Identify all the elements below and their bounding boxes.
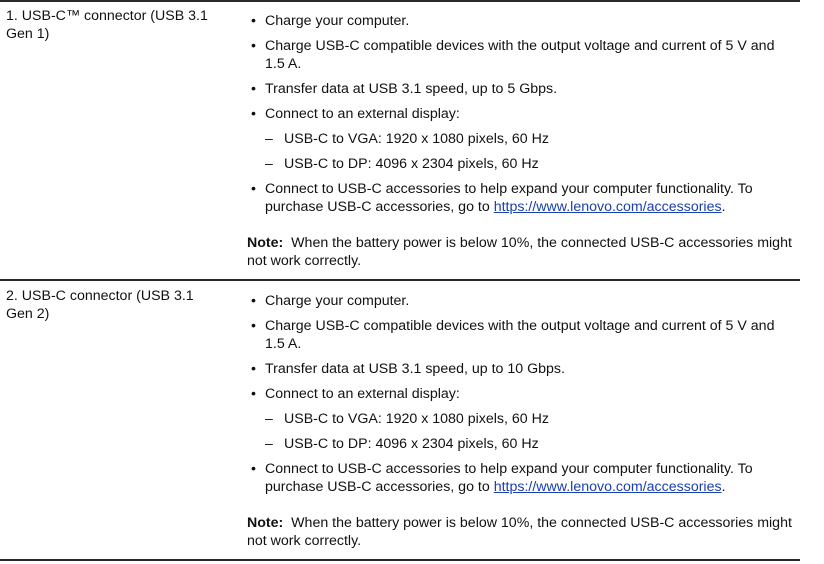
sentence-end: .: [721, 199, 726, 215]
feature-text: Transfer data at USB 3.1 speed, up to 5 Gbps.: [265, 81, 558, 97]
connector-label: [6, 287, 226, 323]
battery-note: [247, 234, 797, 270]
bullet-icon: •: [251, 361, 256, 377]
dash-icon: –: [265, 436, 273, 452]
display-sublist: [265, 410, 797, 453]
bullet-icon: •: [251, 13, 256, 29]
accessories-link[interactable]: https://www.lenovo.com/accessories: [493, 199, 722, 215]
connector-label-line1: 2. USB-C connector (USB 3.1: [6, 288, 194, 304]
bullet-icon: •: [251, 38, 256, 54]
connector-label-line2: Gen 2): [6, 306, 50, 322]
sentence-end: .: [721, 479, 726, 495]
display-sublist: [265, 130, 797, 173]
display-spec: USB-C to DP: 4096 x 2304 pixels, 60 Hz: [284, 156, 539, 172]
note-label: Note:: [247, 235, 284, 251]
list-item: [247, 37, 797, 73]
list-item: [247, 460, 797, 496]
note-text: When the battery power is below 10%, the connected USB-C accessories might not work correctly.: [247, 235, 792, 269]
table-row: [0, 280, 800, 559]
sub-list-item: [265, 130, 797, 148]
bullet-icon: •: [251, 386, 256, 402]
dash-icon: –: [265, 131, 273, 147]
feature-text: Charge your computer.: [265, 293, 410, 309]
display-spec: USB-C to VGA: 1920 x 1080 pixels, 60 Hz: [284, 411, 549, 427]
connector-label-line1: 1. USB-C™ connector (USB 3.1: [6, 8, 208, 24]
sub-list-item: [265, 410, 797, 428]
bullet-icon: •: [251, 81, 256, 97]
feature-list: [247, 292, 797, 496]
display-spec: USB-C to DP: 4096 x 2304 pixels, 60 Hz: [284, 436, 539, 452]
display-spec: USB-C to VGA: 1920 x 1080 pixels, 60 Hz: [284, 131, 549, 147]
connector-description: [247, 292, 797, 550]
dash-icon: –: [265, 156, 273, 172]
feature-text: Connect to an external display:: [265, 386, 460, 402]
note-label: Note:: [247, 515, 284, 531]
feature-text: Charge your computer.: [265, 13, 410, 29]
list-item: [247, 360, 797, 378]
list-item: [247, 105, 797, 173]
bullet-icon: •: [251, 461, 256, 477]
sub-list-item: [265, 435, 797, 453]
dash-icon: –: [265, 411, 273, 427]
list-item: [247, 385, 797, 453]
list-item: [247, 180, 797, 216]
table-row: [0, 0, 800, 279]
list-item: [247, 12, 797, 30]
list-item: [247, 317, 797, 353]
bullet-icon: •: [251, 106, 256, 122]
feature-text: Charge USB-C compatible devices with the output voltage and current of 5 V and 1.5 A.: [265, 318, 775, 352]
list-item: [247, 80, 797, 98]
accessories-link[interactable]: https://www.lenovo.com/accessories: [493, 479, 722, 495]
feature-text: Connect to USB-C accessories to help expand your computer functionality. To purchase USB-C accessories, go to: [265, 461, 753, 495]
bullet-icon: •: [251, 293, 256, 309]
bullet-icon: •: [251, 181, 256, 197]
connector-description: [247, 12, 797, 270]
feature-text: Connect to USB-C accessories to help expand your computer functionality. To purchase USB-C accessories, go to: [265, 181, 753, 215]
feature-text: Charge USB-C compatible devices with the output voltage and current of 5 V and 1.5 A.: [265, 38, 775, 72]
battery-note: [247, 514, 797, 550]
note-text: When the battery power is below 10%, the connected USB-C accessories might not work correctly.: [247, 515, 792, 549]
table-bottom-rule: [0, 559, 800, 561]
list-item: [247, 292, 797, 310]
feature-text: Transfer data at USB 3.1 speed, up to 10 Gbps.: [265, 361, 565, 377]
feature-list: [247, 12, 797, 216]
connector-label: [6, 7, 226, 43]
sub-list-item: [265, 155, 797, 173]
feature-text: Connect to an external display:: [265, 106, 460, 122]
bullet-icon: •: [251, 318, 256, 334]
connector-label-line2: Gen 1): [6, 26, 50, 42]
